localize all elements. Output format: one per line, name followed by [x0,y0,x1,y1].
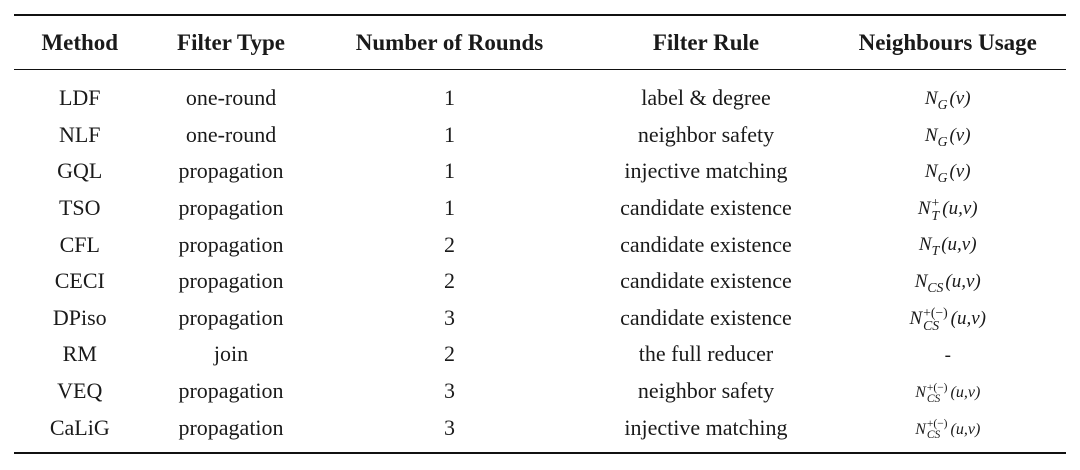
notation-base: N [924,124,938,146]
header-neighbours-usage: Neighbours Usage [858,29,1037,55]
notation-arguments: (v) [949,124,971,146]
notation-arguments: (u,v) [950,307,987,329]
cell-neighbours-usage [829,373,1066,410]
notation-arguments: (u,v) [950,384,981,402]
cell-number-of-rounds: 3 [443,304,455,330]
neighbour-notation [917,195,978,224]
notation-superscript: + [931,195,940,211]
cell-filter-rule: candidate existence [620,268,792,294]
neighbour-notation [915,418,981,442]
cell-number-of-rounds: 1 [443,121,455,147]
neighbour-notation [924,124,971,149]
cell-method: NLF [58,121,101,147]
notation-sub-sup [927,419,948,441]
cell-filter-type: propagation [178,304,284,330]
notation-base: N [924,161,938,183]
header-number-of-rounds: Number of Rounds [355,29,544,55]
notation-subscript: CS [926,392,941,405]
cell-number-of-rounds: 1 [443,195,455,221]
cell-method: DPiso [52,304,107,330]
notation-subscript: G [937,96,948,112]
cell-filter-type: one-round [185,121,277,147]
cell-number-of-rounds: 3 [443,414,455,440]
notation-sub-sup [927,383,948,405]
cell-filter-rule: neighbor safety [637,121,775,147]
notation-subscript: CS [927,279,944,295]
cell-neighbours-usage [829,153,1066,190]
table-row [14,336,1066,373]
filter-methods-table [14,14,1066,454]
cell-number-of-rounds: 3 [443,378,455,404]
table-row [14,373,1066,410]
neighbour-notation [918,234,977,259]
cell-number-of-rounds: 1 [443,158,455,184]
neighbour-notation [914,270,981,295]
cell-neighbours-usage [829,226,1066,263]
notation-superscript: +(−) [926,418,948,431]
notation-base: N [917,197,931,219]
cell-filter-type: propagation [178,414,284,440]
cell-filter-type: propagation [178,195,284,221]
table-row [14,153,1066,190]
notation-subscript: CS [923,318,940,334]
neighbour-notation [945,345,951,366]
table-row [14,263,1066,300]
cell-number-of-rounds: 1 [443,85,455,111]
cell-neighbours-usage [829,263,1066,300]
cell-filter-rule: injective matching [624,414,788,440]
cell-method: CECI [54,268,105,294]
notation-subscript: T [931,208,940,224]
neighbour-notation [915,381,981,405]
cell-filter-type: join [213,341,249,367]
header-method: Method [41,29,119,55]
notation-subscript: G [937,133,948,149]
cell-neighbours-usage [829,117,1066,154]
notation-arguments: (u,v) [950,421,981,438]
cell-method: TSO [58,195,101,221]
cell-filter-rule: candidate existence [620,231,792,257]
cell-filter-rule: candidate existence [620,304,792,330]
notation-arguments: (v) [949,87,971,109]
table-body [14,70,1066,453]
notation-subscript: T [931,243,940,259]
cell-neighbours-usage [829,300,1066,337]
notation-base: N [909,307,923,329]
notation-base: N [924,87,938,109]
cell-neighbours-usage [829,190,1066,227]
neighbour-notation [924,161,971,185]
table-header-row [14,15,1066,70]
notation-superscript: +(−) [926,381,948,394]
notation-arguments: - [944,345,951,367]
notation-arguments: (u,v) [945,270,981,292]
table-row [14,409,1066,453]
header-filter-type: Filter Type [177,29,285,55]
cell-method: RM [62,341,97,367]
cell-neighbours-usage [829,336,1066,373]
cell-filter-type: propagation [178,231,284,257]
cell-method: CaLiG [49,414,110,440]
cell-filter-type: propagation [178,268,284,294]
cell-number-of-rounds: 2 [443,231,455,257]
notation-base: N [915,384,926,402]
cell-filter-type: propagation [178,378,284,404]
cell-method: CFL [59,231,100,257]
cell-method: VEQ [57,378,103,404]
notation-arguments: (u,v) [942,197,978,219]
table-row [14,300,1066,337]
cell-neighbours-usage [829,409,1066,453]
notation-arguments: (v) [949,161,971,183]
notation-sub-sup [932,196,940,222]
cell-number-of-rounds: 2 [443,341,455,367]
notation-base: N [918,234,932,256]
table-row [14,117,1066,154]
cell-filter-rule: label & degree [641,85,771,111]
cell-filter-rule: candidate existence [620,195,792,221]
table-row [14,190,1066,227]
cell-number-of-rounds: 2 [443,268,455,294]
table-row [14,226,1066,263]
cell-filter-rule: the full reducer [638,341,774,367]
cell-method: LDF [58,85,101,111]
notation-subscript: G [937,169,948,185]
comparison-table-container [14,14,1066,454]
cell-filter-type: one-round [185,85,277,111]
notation-superscript: +(−) [923,305,948,321]
neighbour-notation [909,305,987,334]
neighbour-notation [924,87,971,112]
notation-base: N [914,270,928,292]
table-row [14,70,1066,117]
cell-filter-type: propagation [178,158,284,184]
cell-neighbours-usage [829,70,1066,117]
notation-sub-sup [923,306,948,332]
header-filter-rule: Filter Rule [652,29,760,55]
cell-filter-rule: neighbor safety [637,378,775,404]
cell-method: GQL [57,158,103,184]
notation-subscript: CS [926,429,941,442]
notation-base: N [915,421,926,438]
notation-arguments: (u,v) [941,234,977,256]
cell-filter-rule: injective matching [624,158,788,184]
